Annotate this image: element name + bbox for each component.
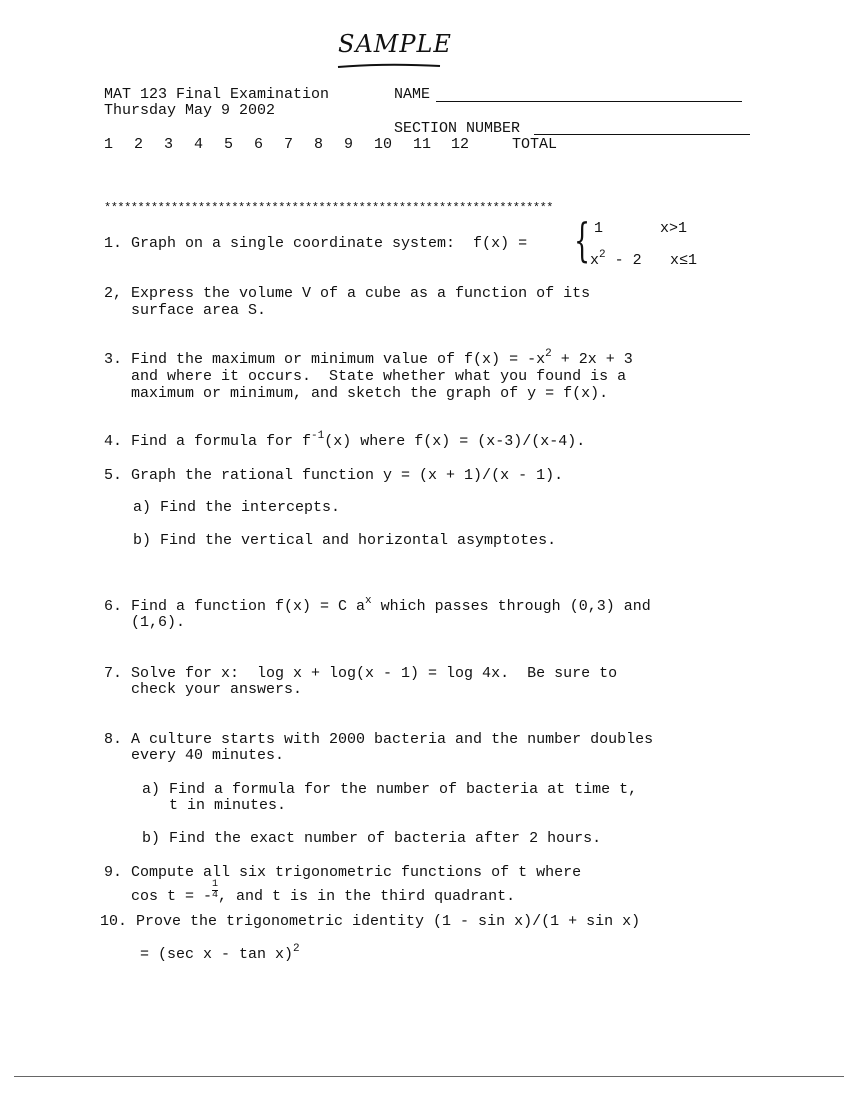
course-title: MAT 123 Final Examination [104, 86, 330, 103]
score-box-9: 9 [344, 136, 354, 153]
question-3-line-1: 3. Find the maximum or minimum value of $f(x) = -x^2 + 2x + 3$ [104, 348, 633, 368]
question-8-line-2: every 40 minutes. [104, 747, 285, 764]
question-10-line-2: = (sec x - tan x)$^2$ [140, 943, 300, 963]
q1-case1-condition: x>1 [660, 220, 688, 237]
score-box-6: 6 [254, 136, 264, 153]
fraction-one-quarter: $\frac{1}{4}$ [212, 879, 219, 901]
page-bottom-rule [14, 1076, 844, 1077]
question-8b: b) Find the exact number of bacteria after 2 hours. [142, 830, 602, 847]
question-10-line-1: 10. Prove the trigonometric identity (1 - sin x)/(1 + sin x) [100, 913, 641, 930]
name-field-line[interactable] [436, 101, 742, 102]
question-8-line-1: 8. A culture starts with 2000 bacteria and the number doubles [104, 731, 654, 748]
q1-case2-expression: $x^2 - 2$ [590, 249, 642, 269]
question-7-line-1: 7. Solve for x: log x + log(x - 1) = log 4x. Be sure to [104, 665, 618, 682]
score-box-1: 1 [104, 136, 114, 153]
question-3-line-3: maximum or minimum, and sketch the graph of y = f(x). [104, 385, 609, 402]
question-5: 5. Graph the rational function y = (x + 1)/(x - 1). [104, 467, 564, 484]
q1-case1-value: 1 [594, 220, 604, 237]
q1-case2-condition: x≤1 [670, 252, 698, 269]
question-5a: a) Find the intercepts. [133, 499, 341, 516]
question-8a-line-1: a) Find a formula for the number of bacteria at time t, [142, 781, 638, 798]
question-1: 1. Graph on a single coordinate system: f(x) = [104, 235, 528, 252]
question-8a-line-2: t in minutes. [142, 797, 287, 814]
section-number-field-line[interactable] [534, 134, 750, 135]
stamp-underline [335, 60, 445, 72]
score-box-5: 5 [224, 136, 234, 153]
exam-date: Thursday May 9 2002 [104, 102, 276, 119]
section-number-label: SECTION NUMBER [394, 120, 521, 137]
question-6-line-1: 6. Find a function f(x) = C $a^x$ which passes through (0,3) and [104, 595, 651, 615]
question-3-line-2: and where it occurs. State whether what you found is a [104, 368, 627, 385]
score-box-8: 8 [314, 136, 324, 153]
score-box-7: 7 [284, 136, 294, 153]
piecewise-brace: { [574, 213, 591, 267]
question-5b: b) Find the vertical and horizontal asymptotes. [133, 532, 557, 549]
score-box-4: 4 [194, 136, 204, 153]
question-7-line-2: check your answers. [104, 681, 303, 698]
question-4: 4. Find a formula for $f^{-1}(x)$ where f(x) = (x-3)/(x-4). [104, 430, 586, 450]
question-6-line-2: (1,6). [104, 614, 186, 631]
question-2-line-2: surface area S. [104, 302, 267, 319]
question-9-line-1: 9. Compute all six trigonometric functions of t where [104, 864, 582, 881]
name-label: NAME [394, 86, 431, 103]
score-box-11: 11 [413, 136, 432, 153]
question-2-line-1: 2, Express the volume V of a cube as a function of its [104, 285, 591, 302]
star-divider: ******************************************************************* [104, 201, 553, 215]
score-total: TOTAL [512, 136, 558, 153]
score-box-2: 2 [134, 136, 144, 153]
sample-stamp: SAMPLE [338, 30, 452, 58]
question-9-line-2: cos t = - $\frac{1}{4}$ , and t is in the third quadrant. [104, 879, 516, 905]
score-box-10: 10 [374, 136, 393, 153]
score-box-3: 3 [164, 136, 174, 153]
score-box-12: 12 [451, 136, 470, 153]
